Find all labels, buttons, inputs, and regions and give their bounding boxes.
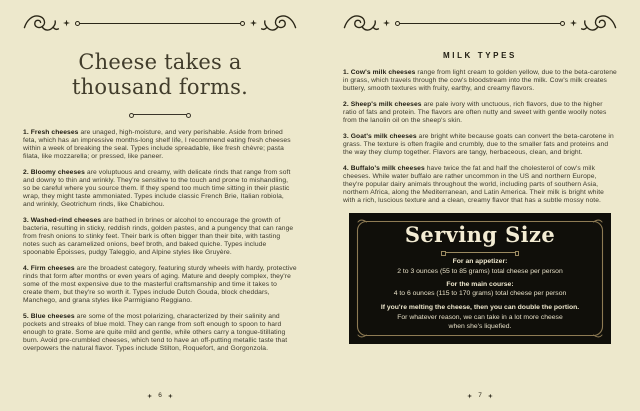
body-text: are voluptuous and creamy, with delicate rinds that range from soft and downy to thin and wrinkly. They're sensitive to the touch and prone to mishandling, so be careful where you source them. If they spend too much time sitting in their plastic wrap, they might taste ammoniated. Types include classic French Brie, Italian robiola, and wrinkly, Geotrichum rinds, like Chabichou. [23, 169, 291, 209]
page-title [23, 50, 297, 100]
body-text: are bright white because goats can convert the beta-carotene in grass. The texture is often fragile and crumbly, due to the smaller fats and proteins and the way they clump together. Flavors are tangy, herbaceous, clean, and bright. [343, 133, 614, 156]
header-rule [396, 23, 564, 24]
rule-dot-icon [129, 113, 134, 118]
sparkle-icon [63, 20, 70, 27]
cheese-types-list [23, 129, 297, 353]
paragraph-goats-milk [343, 133, 617, 157]
flourish-curl-left-icon [343, 11, 380, 35]
paragraph-firm-cheeses [23, 265, 297, 305]
rule-dot-icon [75, 21, 80, 26]
main-course-value: 4 to 6 ounces (115 to 170 grams) total cheese per person [393, 290, 567, 297]
header-rule [76, 23, 244, 24]
body-text: range from light cream to golden yellow, due to the beta-carotene in grass, which travels through the cow's bloodstream into the milk. Cow's milk creates buttery, smooth textures with fruity, earthy, and creamy flavors. [343, 69, 617, 92]
appetizer-value: 2 to 3 ounces (55 to 85 grams) total cheese per person [397, 267, 563, 275]
melting-note-line1: For whatever reason, we can take in a lot more cheese [397, 313, 563, 321]
page-number: 6 [158, 392, 162, 399]
rule-dot-icon [560, 21, 565, 26]
rule-dot-icon [186, 113, 191, 118]
flourish-curl-right-icon [260, 11, 297, 35]
lead-text: 5. Blue cheeses [23, 313, 75, 321]
lead-text: 2. Sheep's milk cheeses [343, 101, 422, 108]
melting-note-bold: If you're melting the cheese, then you can double the portion. [380, 304, 580, 311]
lead-text: 3. Washed-rind cheeses [23, 217, 102, 225]
card-title: Serving Size [404, 222, 556, 247]
body-text: are pale ivory with unctuous, rich flavors, due to the higher ratio of fats and protein. The flavors are often nutty and sweet with gentle woolly notes from the lanolin oil on the sheep's skin. [343, 101, 607, 124]
page-title-line2: thousand forms. [72, 75, 248, 99]
lead-text: 4. Buffalo's milk cheeses [343, 165, 425, 172]
sparkle-icon [570, 20, 577, 27]
paragraph-fresh-cheeses [23, 129, 297, 161]
lead-text: 4. Firm cheeses [23, 265, 75, 273]
lead-text: 1. Fresh cheeses [23, 129, 79, 137]
rule-square-icon [515, 251, 520, 256]
diamond-icon [488, 394, 493, 399]
diamond-icon [147, 394, 152, 399]
body-text: are unaged, high-moisture, and very perishable. Aside from brined feta, which has an impressive months-long shelf life, I recommend eating fresh cheeses within a week of breaking the seal. Types include spreadable, like fresh chèvre; pasta filata, like mozzarella; or pressed, like paneer. [23, 129, 291, 161]
paragraph-washed-rind-cheeses [23, 217, 297, 257]
page-number: 7 [478, 392, 482, 399]
body-text: have twice the fat and half the cholesterol of cow's milk cheeses. While water buffalo are rather uncommon in the US and northern Europe, they're popular dairy animals throughout the world, including parts of southern Asia, northern Africa, along the Mediterranean, and Latin America. Their milk is bright white with a rich, luscious texture and a clean, creamy flavor that has a subtle mossy note. [343, 165, 604, 204]
paragraph-blue-cheeses [23, 313, 297, 353]
paragraph-cows-milk [343, 69, 617, 93]
melting-note-line2: when she's liquefied. [448, 323, 512, 330]
page-title-line1: Cheese takes a [78, 50, 242, 74]
body-text: are bathed in brines or alcohol to encourage the growth of bacteria, resulting in sticky, reddish rinds, golden pastes, and a pungency that can range from fresh onions to stinky feet. Their bark is often bigger than their bite, with tasting notes such as caramelized onions, beef broth, and baked quiche. Types include spoonable Époisses, pudgy Taleggio, and Alpine styles like Gruyère. [23, 217, 294, 257]
left-page-footer [0, 393, 320, 399]
main-course-label: For the main course: [446, 280, 514, 288]
header-ornament-right-page [343, 12, 617, 34]
sparkle-icon [383, 20, 390, 27]
appetizer-label: For an appetizer: [452, 258, 508, 265]
lead-text: 3. Goat's milk cheeses [343, 133, 417, 140]
section-heading-milk-types: MILK TYPES [442, 51, 517, 60]
flourish-curl-right-icon [580, 11, 617, 35]
rule-square-icon [441, 251, 446, 256]
serving-size-card [349, 213, 611, 344]
rule-dot-icon [395, 21, 400, 26]
body-text: are some of the most polarizing, characterized by their salinity and pockets and streaks of blue mold. They can range from soft enough to spoon to hard enough to grate. Some are quite mild and gentle, while others carry a tongue-titillating burn. Avoid pre-crumbled cheeses, which tend to have an off-putting metallic taste that overpowers the natural flavor. Types include Stilton, Roquefort, and Gorgonzola. [23, 313, 288, 353]
rule-dot-icon [240, 21, 245, 26]
flourish-curl-left-icon [23, 11, 60, 35]
card-divider [442, 252, 518, 253]
milk-types-list [343, 69, 617, 205]
right-page-footer [320, 393, 640, 399]
diamond-icon [168, 394, 173, 399]
paragraph-bloomy-cheeses [23, 169, 297, 209]
lead-text: 2. Bloomy cheeses [23, 169, 85, 177]
paragraph-buffalos-milk [343, 165, 617, 205]
paragraph-sheeps-milk [343, 101, 617, 125]
right-page [320, 0, 640, 411]
body-text: are the broadest category, featuring sturdy wheels with hardy, protective rinds that form after months or even years of aging. Mature and deeply complex, they're some of the most expensive due to the masterful craftsmanship and time it takes to create them, but they're so worth it. Types include Dutch Gouda, block cheddars, Manchego, and grana styles like Parmigiano Reggiano. [23, 265, 297, 305]
title-divider [130, 114, 190, 115]
lead-text: 1. Cow's milk cheeses [343, 69, 416, 76]
sparkle-icon [250, 20, 257, 27]
header-ornament-left-page [23, 12, 297, 34]
diamond-icon [467, 394, 472, 399]
